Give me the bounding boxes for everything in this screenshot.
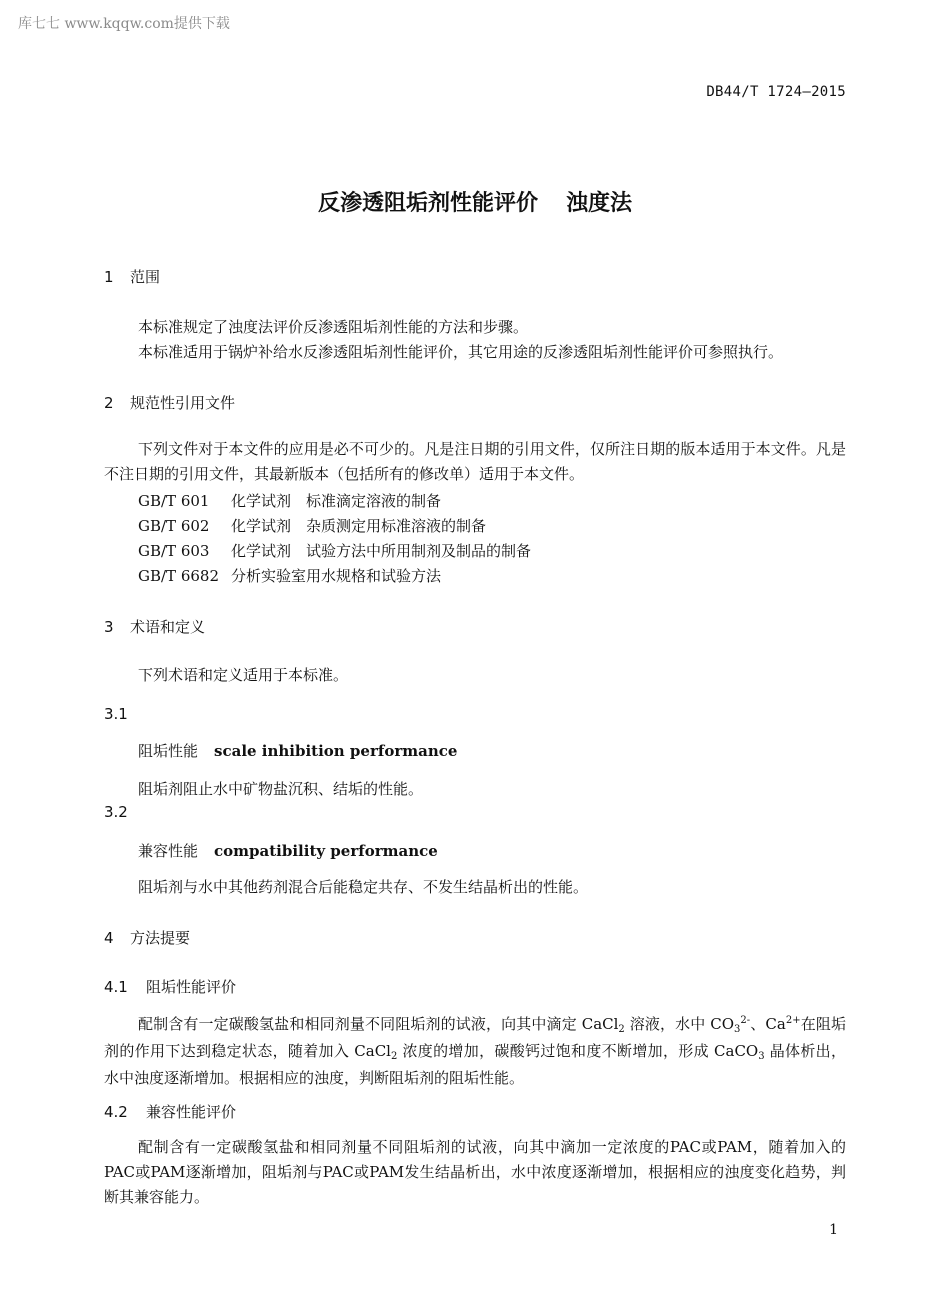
page-title [0, 186, 950, 217]
title-part-1: 反渗透阻垢剂性能评价 [317, 191, 538, 216]
section-1-paragraph-2: 本标准适用于锅炉补给水反渗透阻垢剂性能评价，其它用途的反渗透阻垢剂性能评价可参照执行。 [138, 343, 784, 361]
term-3-1: 阻垢性能 scale inhibition performance [138, 742, 458, 760]
section-4-heading: 4 方法提要 [104, 929, 191, 947]
section-1-heading: 1 范围 [104, 268, 161, 286]
reference-item: GB/T 6682 分析实验室用水规格和试验方法 [138, 567, 442, 585]
term-3-2-definition: 阻垢剂与水中其他药剂混合后能稳定共存、不发生结晶析出的性能。 [138, 878, 589, 896]
section-2-intro: 下列文件对于本文件的应用是必不可少的。凡是注日期的引用文件，仅所注日期的版本适用于本文件。凡是不注日期的引用文件，其最新版本（包括所有的修改单）适用于本文件。 [104, 440, 846, 483]
section-1-paragraph-1: 本标准规定了浊度法评价反渗透阻垢剂性能的方法和步骤。 [138, 318, 529, 336]
section-3-heading: 3 术语和定义 [104, 618, 206, 636]
reference-item: GB/T 602 化学试剂 杂质测定用标准溶液的制备 [138, 517, 487, 535]
page-number: 1 [829, 1222, 838, 1238]
section-4-2-paragraph: 配制含有一定碳酸氢盐和相同剂量不同阻垢剂的试液，向其中滴加一定浓度的PAC或PAM，随着加入的PAC或PAM逐渐增加，阻垢剂与PAC或PAM发生结晶析出，水中浓度逐渐增加，根据相应的浊度变化趋势，判断其兼容能力。 [104, 1138, 846, 1206]
term-3-1-number: 3.1 [104, 705, 128, 723]
term-3-2-number: 3.2 [104, 803, 128, 821]
section-2-heading: 2 规范性引用文件 [104, 394, 236, 412]
term-3-1-definition: 阻垢剂阻止水中矿物盐沉积、结垢的性能。 [138, 780, 424, 798]
watermark: 库七七 www.kqqw.com提供下载 [18, 16, 230, 32]
title-part-2: 浊度法 [566, 191, 633, 216]
section-4-1-paragraph: 配制含有一定碳酸氢盐和相同剂量不同阻垢剂的试液，向其中滴定 CaCl$_2$ 溶液，水中 $CO_3^{2-}$、$Ca^{2+}$在阻垢剂的作用下达到稳定状态，随着加入 CaCl$_2$ 浓度的增加，碳酸钙过饱和度不断增加，形成 CaCO$_3$ 晶体析出，水中浊度逐渐增加。根据相应的浊度，判断阻垢剂的阻垢性能。 [104, 1015, 846, 1087]
term-3-2: 兼容性能 compatibility performance [138, 842, 438, 860]
reference-item: GB/T 601 化学试剂 标准滴定溶液的制备 [138, 492, 442, 510]
reference-item: GB/T 603 化学试剂 试验方法中所用制剂及制品的制备 [138, 542, 532, 560]
section-4-2-heading: 4.2 兼容性能评价 [104, 1103, 237, 1121]
section-4-1-heading: 4.1 阻垢性能评价 [104, 978, 237, 996]
section-3-intro: 下列术语和定义适用于本标准。 [138, 666, 349, 684]
document-number: DB44/T 1724—2015 [706, 84, 846, 100]
